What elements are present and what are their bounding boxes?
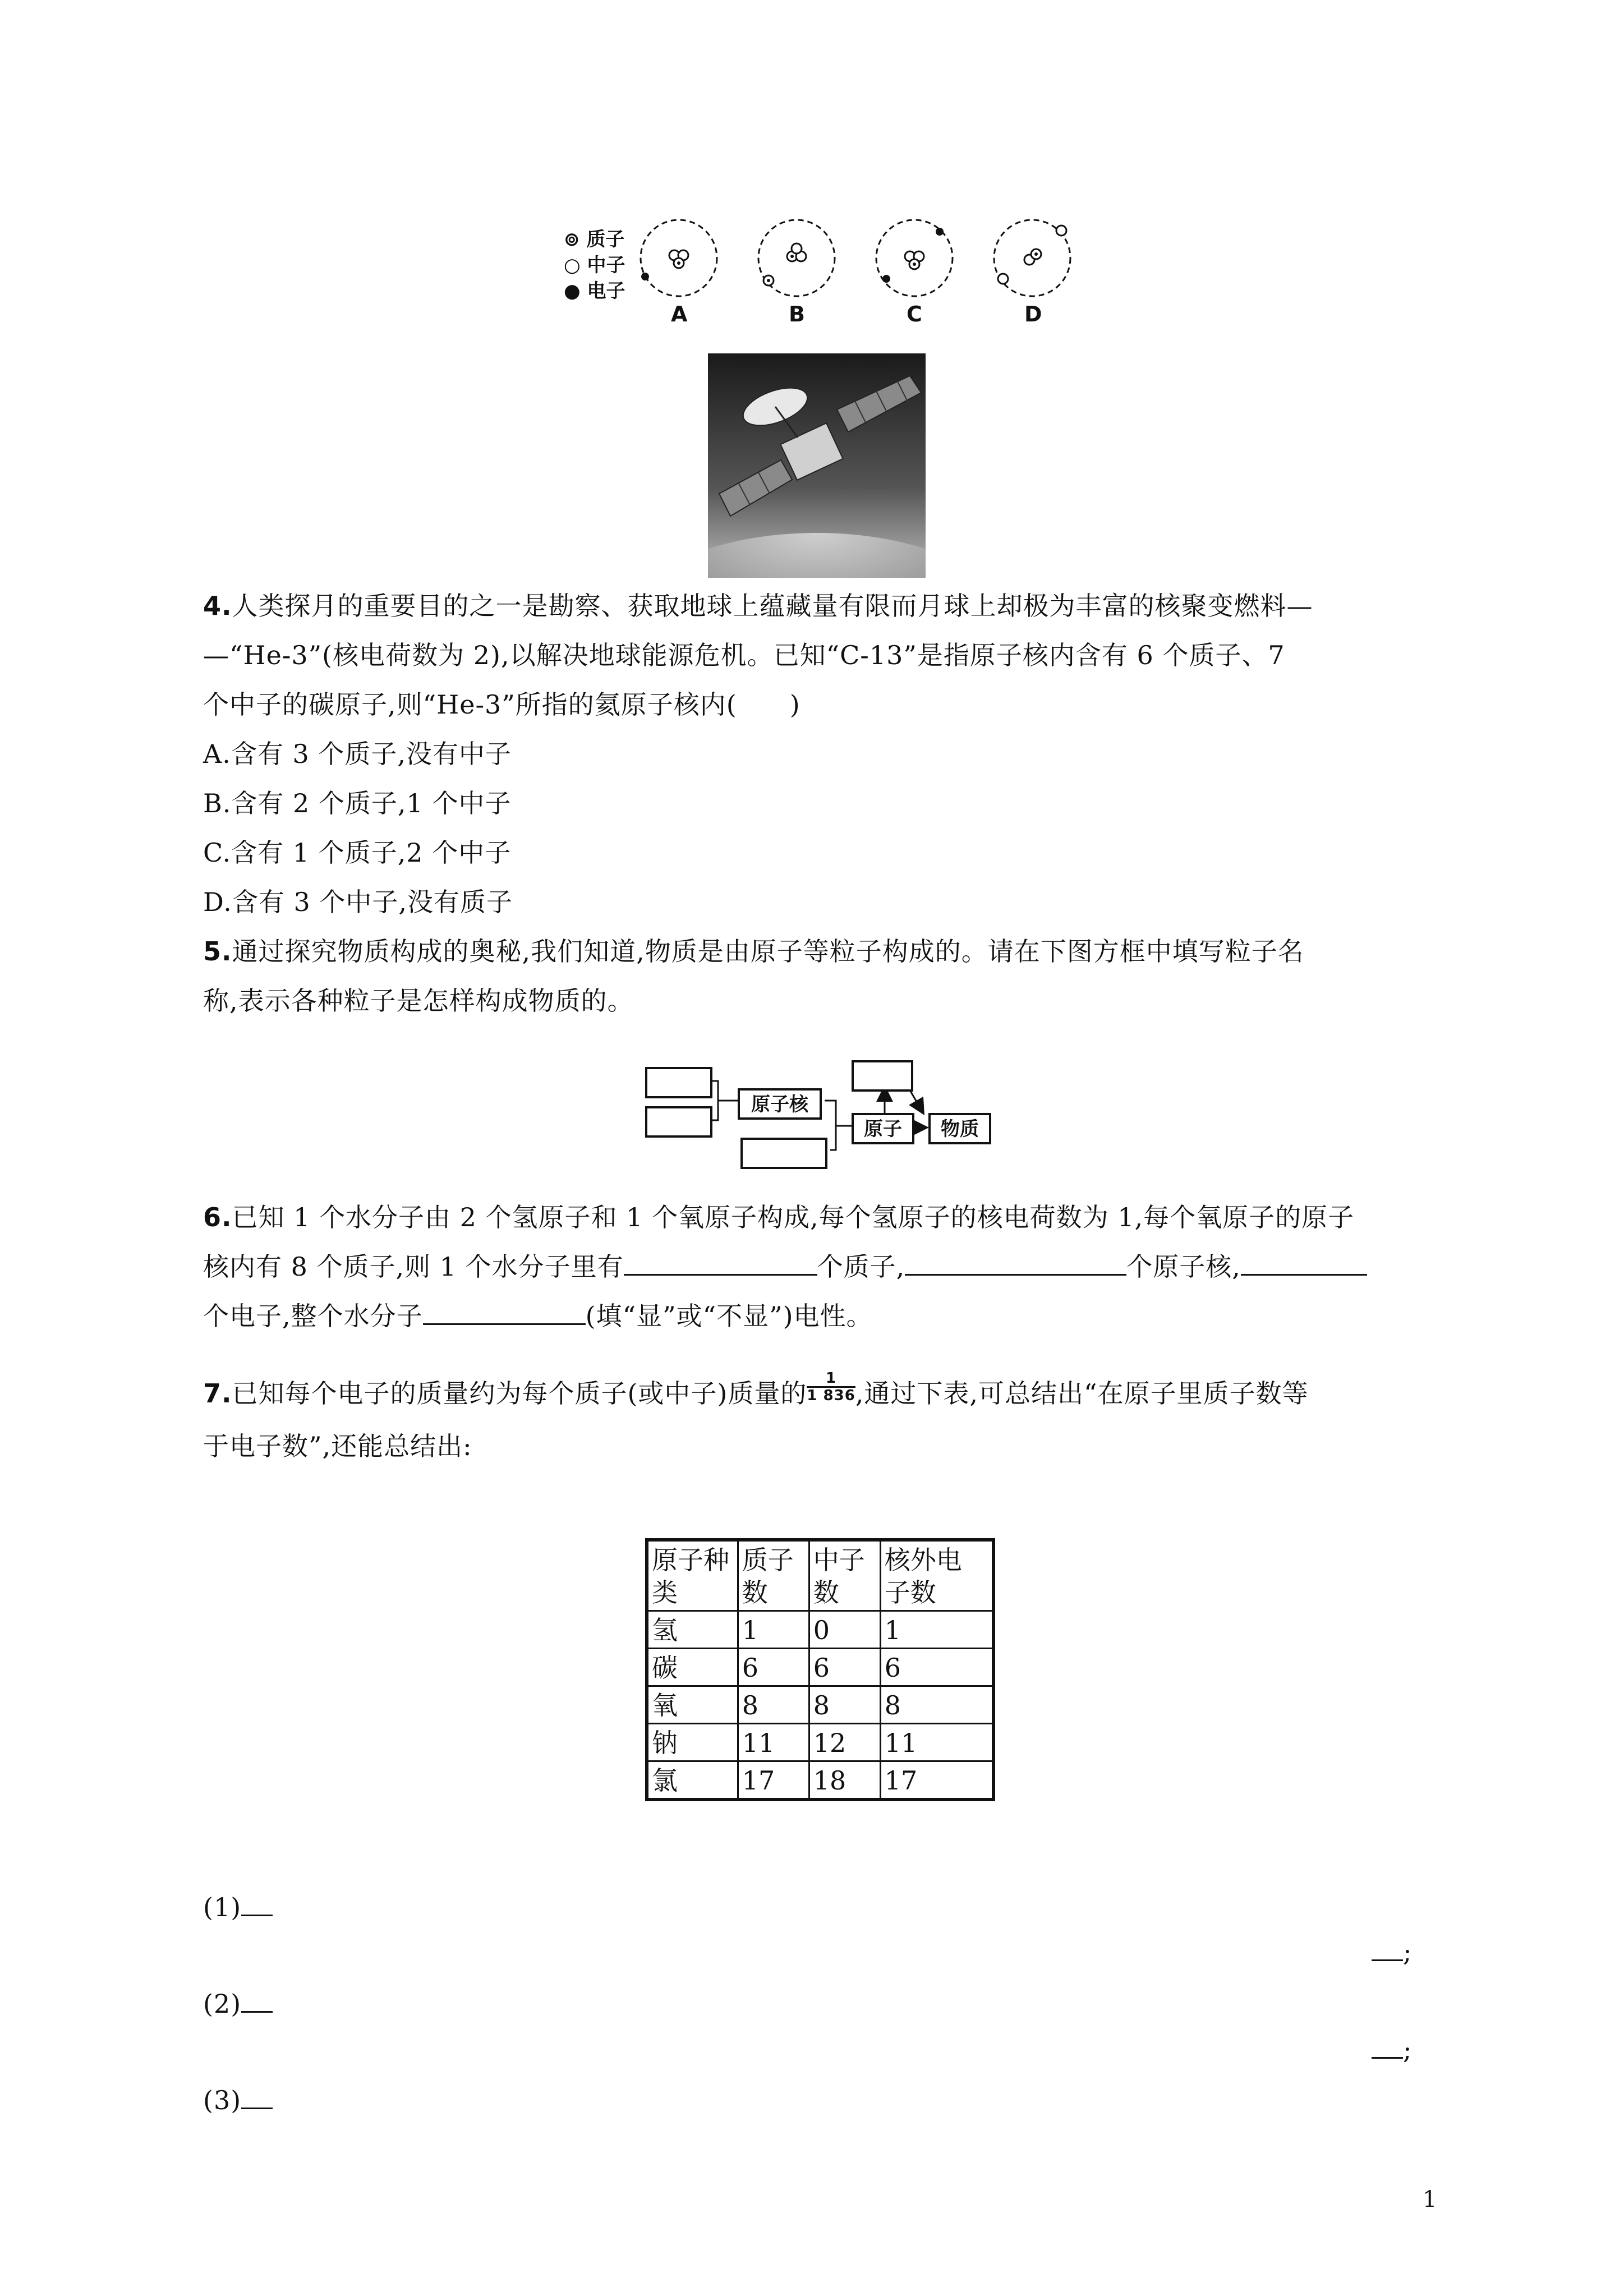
answer-2-end — [1372, 2025, 1413, 2074]
fraction — [807, 1370, 855, 1404]
cell-element: 氧 — [647, 1686, 738, 1724]
question-6-line-2b: 个质子, — [817, 1251, 905, 1282]
cell-element: 氯 — [647, 1761, 738, 1800]
cell-neutrons: 6 — [809, 1649, 880, 1686]
fraction-denominator: 1 836 — [807, 1387, 855, 1404]
cell-protons: 6 — [738, 1649, 809, 1686]
header-electron-count: 核外电 子数 — [880, 1540, 993, 1611]
neutron-legend-label: 中子 — [587, 254, 625, 277]
nucleus-box — [738, 1088, 822, 1120]
cell-electrons: 1 — [880, 1611, 993, 1649]
answer-2-blank[interactable] — [241, 1989, 273, 2013]
nucleus-count-blank[interactable] — [905, 1251, 1126, 1276]
question-6-number: 6. — [203, 1202, 232, 1232]
choice-a: A.含有 3 个质子,没有中子 — [203, 739, 512, 769]
cell-neutrons: 8 — [809, 1686, 880, 1724]
table-row — [647, 1649, 993, 1686]
neutron-legend-symbol: ○ — [564, 254, 581, 277]
question-4-line-1: 人类探月的重要目的之一是勘察、获取地球上蕴藏量有限而月球上却极为丰富的核聚变燃料— — [232, 591, 1313, 621]
question-5-number: 5. — [203, 936, 232, 967]
answer-1-end-blank[interactable] — [1372, 1937, 1403, 1961]
answer-2-semicolon: ; — [1403, 2035, 1413, 2065]
atom-model-a — [641, 220, 717, 296]
atom-composition-table — [645, 1538, 995, 1801]
proton-legend-symbol: ⊚ — [564, 228, 580, 251]
question-6-line-2a: 核内有 8 个质子,则 1 个水分子里有 — [203, 1251, 624, 1282]
question-5-line-2: 称,表示各种粒子是怎样构成物质的。 — [203, 986, 634, 1016]
blank-box-3[interactable] — [740, 1138, 827, 1169]
blank-box-1[interactable] — [645, 1067, 712, 1098]
table-row — [647, 1761, 993, 1800]
option-label-d: D — [1024, 302, 1042, 326]
cell-element: 钠 — [647, 1724, 738, 1761]
fraction-numerator: 1 — [826, 1369, 837, 1387]
page-number: 1 — [1423, 2187, 1437, 2212]
cell-protons: 1 — [738, 1611, 809, 1649]
blank-box-4[interactable] — [852, 1060, 913, 1092]
proton-legend-label: 质子 — [586, 228, 625, 251]
question-4-line-2: —“He-3”(核电荷数为 2),以解决地球能源危机。已知“C-13”是指原子核内含有 6 个质子、7 — [203, 640, 1285, 670]
answer-2-label: (2) — [203, 1989, 242, 2019]
question-6 — [203, 1193, 1367, 1341]
answer-1-label: (1) — [203, 1892, 242, 1922]
nucleus-label: 原子核 — [751, 1093, 808, 1116]
question-4 — [203, 581, 1313, 927]
header-neutron-count: 中子 数 — [809, 1540, 880, 1611]
atom-legend — [564, 227, 625, 304]
atom-model-b — [758, 220, 835, 296]
question-6-line-1: 已知 1 个水分子由 2 个氢原子和 1 个氧原子构成,每个氢原子的核电荷数为 1,每个氧原子的原子 — [232, 1202, 1355, 1232]
cell-neutrons: 12 — [809, 1724, 880, 1761]
cell-protons: 17 — [738, 1761, 809, 1800]
answer-1-blank[interactable] — [241, 1892, 273, 1916]
option-label-c: C — [907, 302, 922, 326]
table-row — [647, 1724, 993, 1761]
cell-neutrons: 18 — [809, 1761, 880, 1800]
answer-3-row — [203, 2076, 273, 2125]
cell-electrons: 17 — [880, 1761, 993, 1800]
matter-label: 物质 — [941, 1118, 979, 1140]
charge-blank[interactable] — [423, 1301, 586, 1325]
cell-protons: 8 — [738, 1686, 809, 1724]
electron-count-blank[interactable] — [1241, 1251, 1367, 1276]
table-row — [647, 1611, 993, 1649]
option-label-b: B — [789, 302, 805, 326]
cell-electrons: 11 — [880, 1724, 993, 1761]
choice-b: B.含有 2 个质子,1 个中子 — [203, 788, 512, 818]
answer-2-row — [203, 1979, 273, 2028]
cell-neutrons: 0 — [809, 1611, 880, 1649]
cell-element: 氢 — [647, 1611, 738, 1649]
header-proton-count: 质子 数 — [738, 1540, 809, 1611]
cell-electrons: 8 — [880, 1686, 993, 1724]
question-7-line-1a: 已知每个电子的质量约为每个质子(或中子)质量的 — [232, 1378, 807, 1409]
option-label-a: A — [671, 302, 688, 326]
question-6-line-2c: 个原子核, — [1126, 1251, 1241, 1282]
answer-3-blank[interactable] — [241, 2085, 273, 2109]
proton-count-blank[interactable] — [624, 1251, 817, 1276]
answer-2-end-blank[interactable] — [1372, 2035, 1403, 2059]
atom-box — [852, 1113, 914, 1144]
atom-model-d — [994, 220, 1070, 296]
question-6-line-3b: (填“显”或“不显”)电性。 — [585, 1301, 873, 1331]
answer-3-label: (3) — [203, 2085, 242, 2115]
cell-electrons: 6 — [880, 1649, 993, 1686]
atom-label: 原子 — [864, 1118, 902, 1140]
question-7 — [203, 1369, 1309, 1471]
answer-1-end — [1372, 1927, 1413, 1977]
answer-1-row — [203, 1883, 273, 1932]
question-6-line-3a: 个电子,整个水分子 — [203, 1301, 423, 1331]
atom-model-c — [876, 220, 953, 296]
question-4-number: 4. — [203, 591, 232, 621]
matter-box — [928, 1113, 991, 1144]
question-7-line-1b: ,通过下表,可总结出“在原子里质子数等 — [855, 1378, 1309, 1409]
question-5-line-1: 通过探究物质构成的奥秘,我们知道,物质是由原子等粒子构成的。请在下图方框中填写粒子名 — [232, 936, 1304, 967]
cell-protons: 11 — [738, 1724, 809, 1761]
question-5 — [203, 927, 1304, 1025]
question-7-number: 7. — [203, 1378, 232, 1409]
question-4-line-3: 个中子的碳原子,则“He-3”所指的氦原子核内( ) — [203, 689, 801, 720]
answer-1-semicolon: ; — [1403, 1937, 1413, 1967]
satellite-image — [708, 353, 926, 578]
choice-c: C.含有 1 个质子,2 个中子 — [203, 838, 512, 868]
table-row — [647, 1686, 993, 1724]
choice-d: D.含有 3 个中子,没有质子 — [203, 887, 513, 917]
header-atom-type: 原子种 类 — [647, 1540, 738, 1611]
cell-element: 碳 — [647, 1649, 738, 1686]
electron-legend-symbol: ● — [564, 280, 581, 302]
electron-legend-label: 电子 — [587, 280, 625, 302]
table-header-row — [647, 1540, 993, 1611]
blank-box-2[interactable] — [645, 1106, 712, 1138]
question-7-line-2: 于电子数”,还能总结出: — [203, 1431, 472, 1461]
